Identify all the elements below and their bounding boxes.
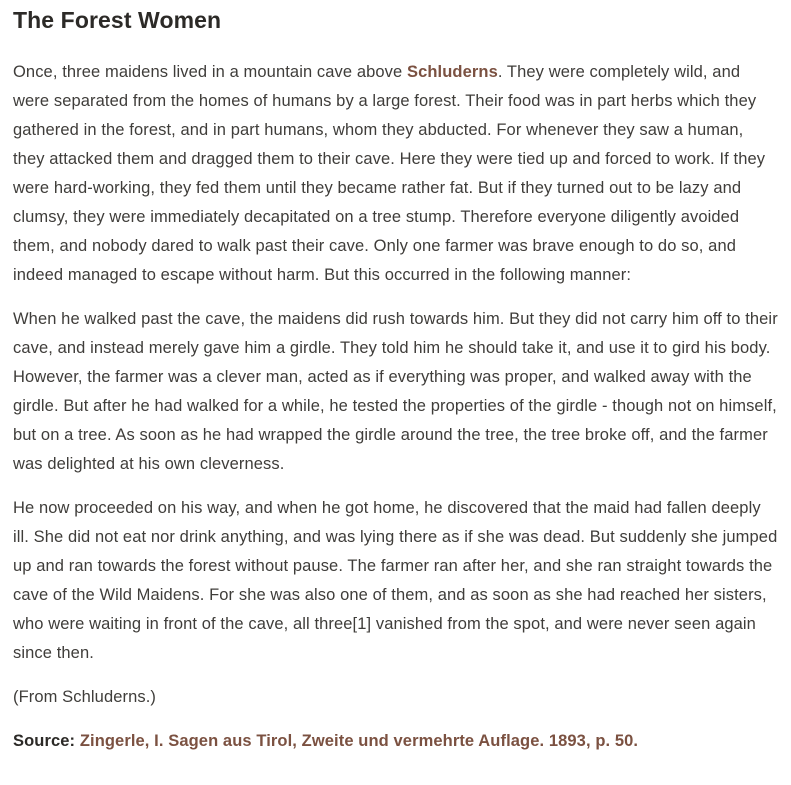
schluderns-link[interactable]: Schluderns bbox=[407, 63, 498, 82]
paragraph-1-text-before-link: Once, three maidens lived in a mountain cave above bbox=[13, 63, 407, 82]
source-label: Source: bbox=[13, 732, 76, 751]
from-note: (From Schluderns.) bbox=[13, 688, 157, 707]
source-citation-link[interactable]: Zingerle, I. Sagen aus Tirol, Zweite und vermehrte Auflage. 1893, p. 50. bbox=[79, 732, 639, 751]
page-title: The Forest Women bbox=[13, 7, 222, 33]
story-paragraph-2: When he walked past the cave, the maidens did rush towards him. But they did not carry him off to their cave, and instead merely gave him a girdle. They told him he should take it, and use it to gird his body. However, the farmer was a clever man, acted as if everything was proper, and walked away with the girdle. But after he had walked for a while, he tested the properties of the girdle - though not on himself, but on a tree. As soon as he had wrapped the girdle around the tree, the tree broke off, and the farmer was delighted at his own cleverness. bbox=[13, 310, 778, 474]
source-line bbox=[13, 727, 778, 756]
paragraph-1-text-after-link: . They were completely wild, and were separated from the homes of humans by a large forest. Their food was in part herbs which they gathered in the forest, and in part humans, whom they abducted. For whenever they saw a human, they attacked them and dragged them to their cave. Here they were tied up and forced to work. If they were hard-working, they fed them until they became rather fat. But if they turned out to be lazy and clumsy, they were immediately decapitated on a tree stump. Therefore everyone diligently avoided them, and nobody dared to walk past their cave. Only one farmer was brave enough to do so, and indeed managed to escape without harm. But this occurred in the following manner: bbox=[13, 63, 766, 285]
story-paragraph-1 bbox=[13, 58, 778, 290]
story-paragraph-3: He now proceeded on his way, and when he got home, he discovered that the maid had fallen deeply ill. She did not eat nor drink anything, and was lying there as if she was dead. But suddenly she jumped up and ran towards the forest without pause. The farmer ran after her, and she ran straight towards the cave of the Wild Maidens. For she was also one of them, and as soon as she had reached her sisters, who were waiting in front of the cave, all three[1] vanished from the spot, and were never seen again since then. bbox=[13, 499, 778, 663]
